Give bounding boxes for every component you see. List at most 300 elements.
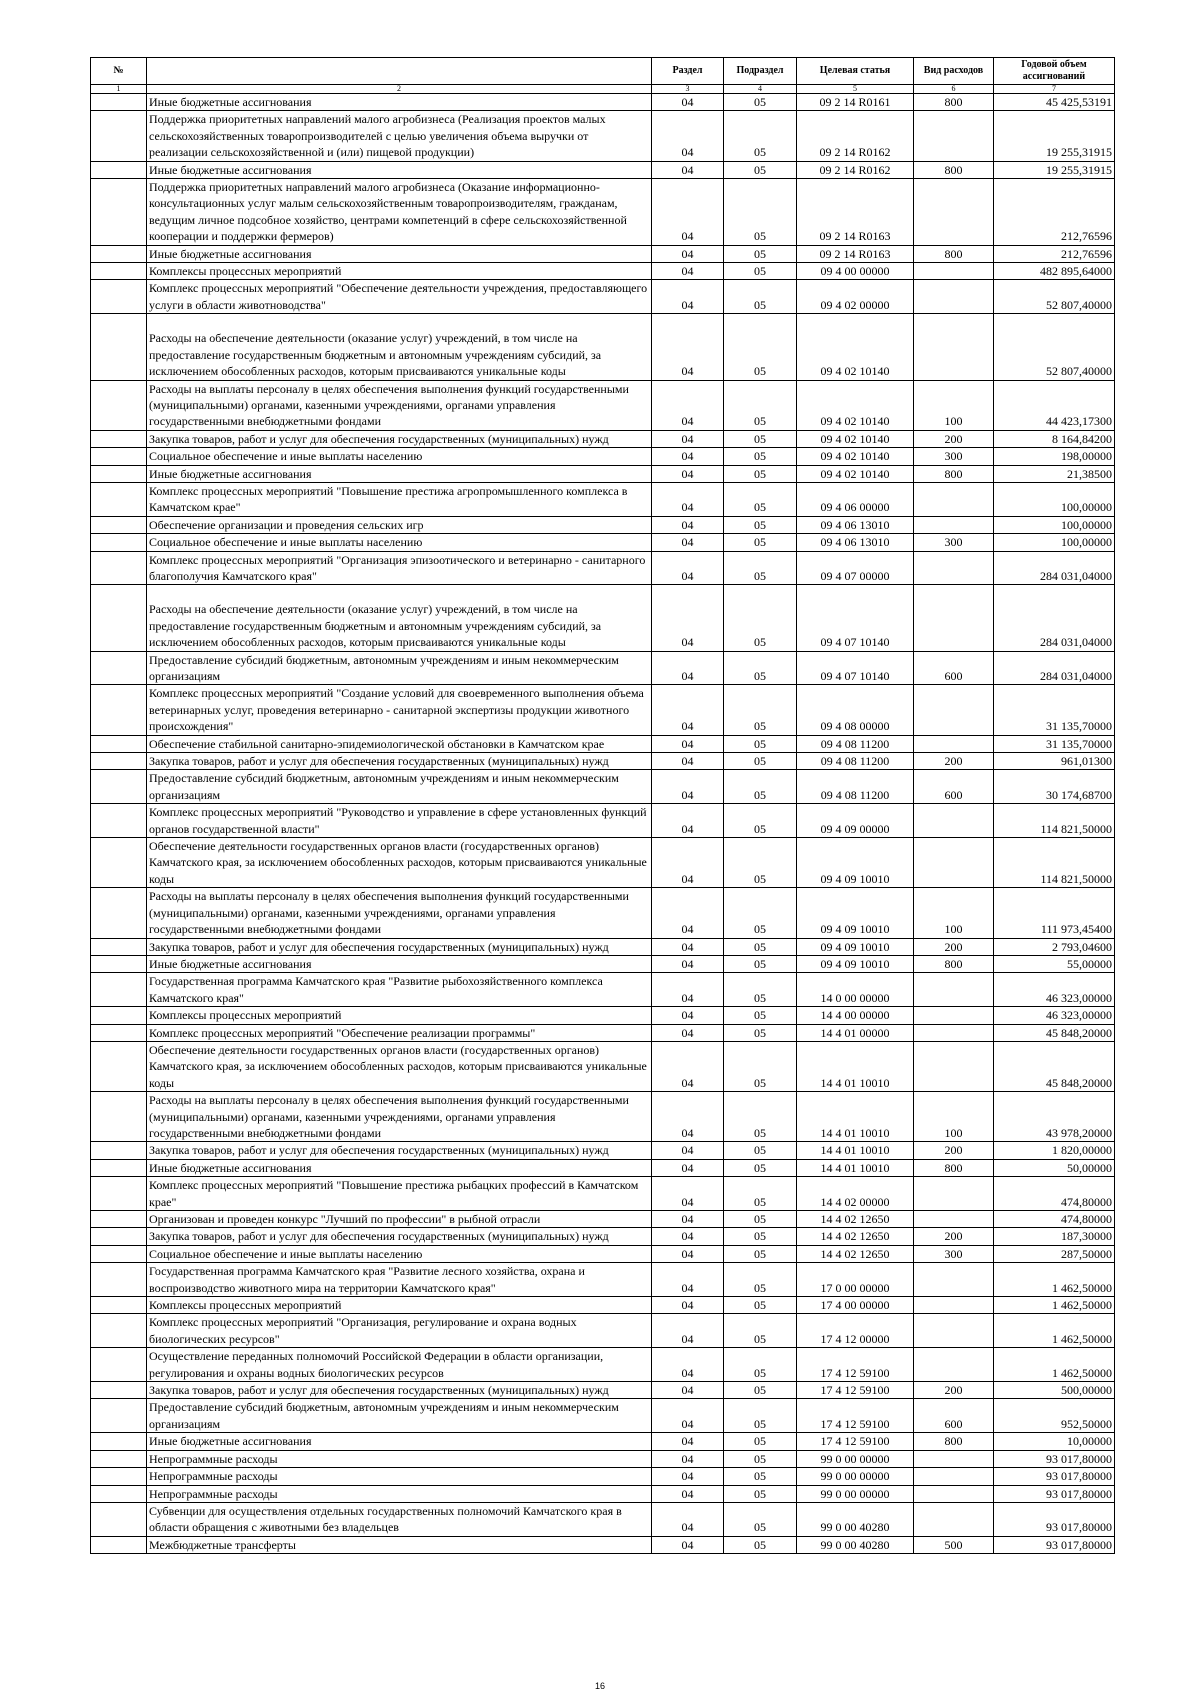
row-podrazdel-cell: 05 [724, 1041, 797, 1091]
row-amount-cell: 46 323,00000 [994, 1007, 1115, 1024]
row-expense-type-cell: 200 [914, 430, 994, 447]
row-name-cell: Иные бюджетные ассигнования [147, 161, 652, 178]
row-number-cell [91, 753, 147, 770]
row-expense-type-cell [914, 482, 994, 516]
row-name-cell: Иные бюджетные ассигнования [147, 955, 652, 972]
table-row [91, 1433, 1115, 1450]
row-number-cell [91, 1024, 147, 1041]
row-podrazdel-cell: 05 [724, 161, 797, 178]
row-expense-type-cell: 800 [914, 955, 994, 972]
row-name-cell: Обеспечение организации и проведения сельских игр [147, 516, 652, 533]
row-podrazdel-cell: 05 [724, 245, 797, 262]
row-name-cell: Комплекс процессных мероприятий "Повышение престижа рыбацких профессий в Камчатском крае" [147, 1177, 652, 1211]
row-target-article-cell: 09 2 14 R0161 [797, 94, 914, 111]
row-number-cell [91, 516, 147, 533]
table-row [91, 973, 1115, 1007]
table-row [91, 685, 1115, 735]
column-number: 2 [147, 85, 652, 94]
row-target-article-cell: 09 4 08 11200 [797, 753, 914, 770]
table-row [91, 1177, 1115, 1211]
row-number-cell [91, 179, 147, 246]
row-name-cell: Закупка товаров, работ и услуг для обеспечения государственных (муниципальных) нужд [147, 938, 652, 955]
row-razdel-cell: 04 [652, 1348, 724, 1382]
row-number-cell [91, 448, 147, 465]
row-amount-cell: 284 031,04000 [994, 651, 1115, 685]
row-name-cell: Социальное обеспечение и иные выплаты населению [147, 534, 652, 551]
row-amount-cell: 212,76596 [994, 245, 1115, 262]
row-number-cell [91, 888, 147, 938]
row-podrazdel-cell: 05 [724, 888, 797, 938]
row-target-article-cell: 14 4 01 10010 [797, 1142, 914, 1159]
row-amount-cell: 31 135,70000 [994, 735, 1115, 752]
row-number-cell [91, 1007, 147, 1024]
row-name-cell: Закупка товаров, работ и услуг для обеспечения государственных (муниципальных) нужд [147, 1142, 652, 1159]
row-amount-cell: 500,00000 [994, 1382, 1115, 1399]
row-name-cell: Осуществление переданных полномочий Российской Федерации в области организации, регулирования и охраны водных биологических ресурсов [147, 1348, 652, 1382]
row-podrazdel-cell: 05 [724, 1468, 797, 1485]
row-number-cell [91, 380, 147, 430]
row-amount-cell: 46 323,00000 [994, 973, 1115, 1007]
table-row [91, 938, 1115, 955]
header-podrazdel: Подраздел [724, 58, 797, 85]
row-amount-cell: 52 807,40000 [994, 314, 1115, 380]
row-amount-cell: 287,50000 [994, 1245, 1115, 1262]
row-number-cell [91, 973, 147, 1007]
row-target-article-cell: 99 0 00 40280 [797, 1502, 914, 1536]
table-row [91, 465, 1115, 482]
row-amount-cell: 93 017,80000 [994, 1536, 1115, 1553]
row-number-cell [91, 551, 147, 585]
row-expense-type-cell [914, 1263, 994, 1297]
table-row [91, 448, 1115, 465]
header-target-article: Целевая статья [797, 58, 914, 85]
row-amount-cell: 93 017,80000 [994, 1468, 1115, 1485]
row-expense-type-cell: 200 [914, 938, 994, 955]
row-amount-cell: 2 793,04600 [994, 938, 1115, 955]
table-row [91, 161, 1115, 178]
row-name-cell: Комплексы процессных мероприятий [147, 1297, 652, 1314]
table-row [91, 111, 1115, 161]
row-name-cell: Субвенции для осуществления отдельных государственных полномочий Камчатского края в области обращения с животными без владельцев [147, 1502, 652, 1536]
row-podrazdel-cell: 05 [724, 735, 797, 752]
row-number-cell [91, 1468, 147, 1485]
row-expense-type-cell [914, 735, 994, 752]
row-podrazdel-cell: 05 [724, 973, 797, 1007]
table-row [91, 735, 1115, 752]
budget-table [90, 57, 1115, 1554]
row-podrazdel-cell: 05 [724, 1007, 797, 1024]
row-razdel-cell: 04 [652, 1536, 724, 1553]
row-target-article-cell: 14 4 02 12650 [797, 1228, 914, 1245]
row-number-cell [91, 161, 147, 178]
row-expense-type-cell: 800 [914, 465, 994, 482]
table-row [91, 94, 1115, 111]
row-number-cell [91, 1399, 147, 1433]
row-razdel-cell: 04 [652, 753, 724, 770]
row-amount-cell: 21,38500 [994, 465, 1115, 482]
row-podrazdel-cell: 05 [724, 1092, 797, 1142]
row-podrazdel-cell: 05 [724, 1159, 797, 1176]
table-row [91, 280, 1115, 314]
row-number-cell [91, 804, 147, 838]
column-number: 3 [652, 85, 724, 94]
row-target-article-cell: 99 0 00 40280 [797, 1536, 914, 1553]
row-razdel-cell: 04 [652, 1228, 724, 1245]
row-razdel-cell: 04 [652, 838, 724, 888]
row-name-cell: Расходы на выплаты персоналу в целях обеспечения выполнения функций государственными (муниципальными) органами, казенными учреждениями, органами управления государственными внебюджетными фондами [147, 888, 652, 938]
row-target-article-cell: 09 4 09 10010 [797, 938, 914, 955]
table-row [91, 804, 1115, 838]
row-target-article-cell: 99 0 00 00000 [797, 1485, 914, 1502]
row-name-cell: Комплекс процессных мероприятий "Обеспечение деятельности учреждения, предоставляющего услуги в области животноводства" [147, 280, 652, 314]
row-expense-type-cell [914, 111, 994, 161]
column-number: 4 [724, 85, 797, 94]
row-podrazdel-cell: 05 [724, 111, 797, 161]
row-number-cell [91, 482, 147, 516]
row-target-article-cell: 14 4 00 00000 [797, 1007, 914, 1024]
row-podrazdel-cell: 05 [724, 1536, 797, 1553]
row-podrazdel-cell: 05 [724, 314, 797, 380]
row-number-cell [91, 94, 147, 111]
row-amount-cell: 111 973,45400 [994, 888, 1115, 938]
row-razdel-cell: 04 [652, 770, 724, 804]
row-number-cell [91, 1263, 147, 1297]
row-amount-cell: 474,80000 [994, 1177, 1115, 1211]
row-number-cell [91, 245, 147, 262]
row-target-article-cell: 99 0 00 00000 [797, 1450, 914, 1467]
row-razdel-cell: 04 [652, 1007, 724, 1024]
row-name-cell: Расходы на обеспечение деятельности (оказание услуг) учреждений, в том числе на предоставление государственным бюджетным и автономным учреждениям субсидий, за исключением обособленных расходов, которым присваиваются уникальные коды [147, 314, 652, 380]
row-razdel-cell: 04 [652, 804, 724, 838]
row-number-cell [91, 263, 147, 280]
row-amount-cell: 482 895,64000 [994, 263, 1115, 280]
row-podrazdel-cell: 05 [724, 1263, 797, 1297]
row-expense-type-cell: 200 [914, 1228, 994, 1245]
row-name-cell: Обеспечение деятельности государственных органов власти (государственных органов) Камчатского края, за исключением обособленных расходов, которым присваиваются уникальные коды [147, 838, 652, 888]
table-row [91, 551, 1115, 585]
row-target-article-cell: 09 4 06 00000 [797, 482, 914, 516]
row-razdel-cell: 04 [652, 938, 724, 955]
row-target-article-cell: 09 4 02 00000 [797, 280, 914, 314]
row-target-article-cell: 14 4 01 10010 [797, 1041, 914, 1091]
row-amount-cell: 284 031,04000 [994, 551, 1115, 585]
row-target-article-cell: 09 4 07 10140 [797, 585, 914, 651]
table-row [91, 955, 1115, 972]
row-name-cell: Поддержка приоритетных направлений малого агробизнеса (Реализация проектов малых сельскохозяйственных товаропроизводителей с целью увеличения объема выручки от реализации сельскохозяйственной и (или) пищевой продукции) [147, 111, 652, 161]
row-amount-cell: 1 462,50000 [994, 1348, 1115, 1382]
row-expense-type-cell [914, 1297, 994, 1314]
column-number: 1 [91, 85, 147, 94]
table-row [91, 430, 1115, 447]
table-row [91, 651, 1115, 685]
row-podrazdel-cell: 05 [724, 1177, 797, 1211]
row-target-article-cell: 09 2 14 R0163 [797, 245, 914, 262]
row-razdel-cell: 04 [652, 1211, 724, 1228]
table-row [91, 1263, 1115, 1297]
row-amount-cell: 961,01300 [994, 753, 1115, 770]
table-row [91, 1450, 1115, 1467]
row-razdel-cell: 04 [652, 448, 724, 465]
row-expense-type-cell: 200 [914, 1142, 994, 1159]
row-name-cell: Предоставление субсидий бюджетным, автономным учреждениям и иным некоммерческим организациям [147, 651, 652, 685]
row-amount-cell: 1 820,00000 [994, 1142, 1115, 1159]
row-razdel-cell: 04 [652, 1159, 724, 1176]
row-target-article-cell: 09 4 02 10140 [797, 314, 914, 380]
row-expense-type-cell: 800 [914, 245, 994, 262]
row-amount-cell: 55,00000 [994, 955, 1115, 972]
row-number-cell [91, 735, 147, 752]
row-number-cell [91, 1297, 147, 1314]
row-razdel-cell: 04 [652, 1177, 724, 1211]
row-podrazdel-cell: 05 [724, 94, 797, 111]
header-number: № [91, 58, 147, 85]
header-expense-type: Вид расходов [914, 58, 994, 85]
row-expense-type-cell: 300 [914, 1245, 994, 1262]
row-target-article-cell: 09 4 08 11200 [797, 770, 914, 804]
row-name-cell: Закупка товаров, работ и услуг для обеспечения государственных (муниципальных) нужд [147, 1228, 652, 1245]
row-amount-cell: 100,00000 [994, 516, 1115, 533]
table-row [91, 1485, 1115, 1502]
row-number-cell [91, 585, 147, 651]
table-header-row [91, 58, 1115, 85]
row-podrazdel-cell: 05 [724, 770, 797, 804]
row-expense-type-cell [914, 1211, 994, 1228]
row-razdel-cell: 04 [652, 263, 724, 280]
row-expense-type-cell [914, 314, 994, 380]
row-amount-cell: 8 164,84200 [994, 430, 1115, 447]
row-podrazdel-cell: 05 [724, 1314, 797, 1348]
row-podrazdel-cell: 05 [724, 1450, 797, 1467]
table-row [91, 1092, 1115, 1142]
row-target-article-cell: 09 4 00 00000 [797, 263, 914, 280]
row-podrazdel-cell: 05 [724, 1382, 797, 1399]
row-number-cell [91, 938, 147, 955]
row-podrazdel-cell: 05 [724, 1348, 797, 1382]
row-target-article-cell: 99 0 00 00000 [797, 1468, 914, 1485]
row-target-article-cell: 09 4 02 10140 [797, 465, 914, 482]
row-razdel-cell: 04 [652, 1450, 724, 1467]
row-number-cell [91, 1092, 147, 1142]
row-amount-cell: 952,50000 [994, 1399, 1115, 1433]
row-amount-cell: 30 174,68700 [994, 770, 1115, 804]
row-podrazdel-cell: 05 [724, 430, 797, 447]
row-razdel-cell: 04 [652, 111, 724, 161]
row-amount-cell: 43 978,20000 [994, 1092, 1115, 1142]
row-number-cell [91, 1450, 147, 1467]
row-target-article-cell: 17 0 00 00000 [797, 1263, 914, 1297]
row-podrazdel-cell: 05 [724, 585, 797, 651]
row-target-article-cell: 09 4 02 10140 [797, 380, 914, 430]
row-expense-type-cell: 600 [914, 770, 994, 804]
row-podrazdel-cell: 05 [724, 1485, 797, 1502]
row-amount-cell: 45 848,20000 [994, 1024, 1115, 1041]
row-name-cell: Социальное обеспечение и иные выплаты населению [147, 448, 652, 465]
row-target-article-cell: 09 4 02 10140 [797, 430, 914, 447]
row-target-article-cell: 17 4 12 59100 [797, 1382, 914, 1399]
row-target-article-cell: 17 4 12 59100 [797, 1348, 914, 1382]
row-number-cell [91, 465, 147, 482]
row-number-cell [91, 838, 147, 888]
row-amount-cell: 187,30000 [994, 1228, 1115, 1245]
row-name-cell: Непрограммные расходы [147, 1468, 652, 1485]
row-expense-type-cell: 300 [914, 448, 994, 465]
column-number: 7 [994, 85, 1115, 94]
row-number-cell [91, 770, 147, 804]
header-annual-volume: Годовой объем ассигнований [994, 58, 1115, 85]
row-expense-type-cell: 100 [914, 888, 994, 938]
row-podrazdel-cell: 05 [724, 685, 797, 735]
row-expense-type-cell: 100 [914, 1092, 994, 1142]
row-expense-type-cell [914, 263, 994, 280]
row-name-cell: Обеспечение деятельности государственных органов власти (государственных органов) Камчатского края, за исключением обособленных расходов, которым присваиваются уникальные коды [147, 1041, 652, 1091]
row-target-article-cell: 14 4 02 12650 [797, 1245, 914, 1262]
row-razdel-cell: 04 [652, 430, 724, 447]
row-razdel-cell: 04 [652, 1297, 724, 1314]
row-razdel-cell: 04 [652, 585, 724, 651]
row-podrazdel-cell: 05 [724, 1228, 797, 1245]
row-amount-cell: 114 821,50000 [994, 804, 1115, 838]
row-amount-cell: 474,80000 [994, 1211, 1115, 1228]
table-row [91, 380, 1115, 430]
table-row [91, 179, 1115, 246]
row-razdel-cell: 04 [652, 1382, 724, 1399]
row-razdel-cell: 04 [652, 955, 724, 972]
table-row [91, 314, 1115, 380]
row-expense-type-cell [914, 1007, 994, 1024]
row-razdel-cell: 04 [652, 973, 724, 1007]
row-number-cell [91, 651, 147, 685]
row-name-cell: Иные бюджетные ассигнования [147, 1433, 652, 1450]
row-amount-cell: 93 017,80000 [994, 1502, 1115, 1536]
row-target-article-cell: 09 4 06 13010 [797, 534, 914, 551]
row-name-cell: Иные бюджетные ассигнования [147, 94, 652, 111]
row-name-cell: Непрограммные расходы [147, 1450, 652, 1467]
row-number-cell [91, 1159, 147, 1176]
row-expense-type-cell [914, 1348, 994, 1382]
row-target-article-cell: 09 4 09 10010 [797, 838, 914, 888]
row-target-article-cell: 09 4 06 13010 [797, 516, 914, 533]
row-amount-cell: 100,00000 [994, 534, 1115, 551]
row-razdel-cell: 04 [652, 1502, 724, 1536]
row-number-cell [91, 1228, 147, 1245]
row-razdel-cell: 04 [652, 1314, 724, 1348]
row-target-article-cell: 14 4 02 00000 [797, 1177, 914, 1211]
row-target-article-cell: 17 4 12 59100 [797, 1433, 914, 1450]
row-podrazdel-cell: 05 [724, 482, 797, 516]
row-name-cell: Закупка товаров, работ и услуг для обеспечения государственных (муниципальных) нужд [147, 430, 652, 447]
row-razdel-cell: 04 [652, 1399, 724, 1433]
row-number-cell [91, 1314, 147, 1348]
row-number-cell [91, 1536, 147, 1553]
table-row [91, 1502, 1115, 1536]
row-name-cell: Непрограммные расходы [147, 1485, 652, 1502]
row-podrazdel-cell: 05 [724, 551, 797, 585]
row-name-cell: Комплекс процессных мероприятий "Обеспечение реализации программы" [147, 1024, 652, 1041]
row-target-article-cell: 14 4 01 10010 [797, 1159, 914, 1176]
row-amount-cell: 198,00000 [994, 448, 1115, 465]
row-number-cell [91, 1211, 147, 1228]
row-podrazdel-cell: 05 [724, 280, 797, 314]
row-razdel-cell: 04 [652, 1485, 724, 1502]
table-row [91, 1024, 1115, 1041]
row-podrazdel-cell: 05 [724, 1211, 797, 1228]
row-number-cell [91, 1433, 147, 1450]
row-target-article-cell: 09 4 09 10010 [797, 888, 914, 938]
row-target-article-cell: 14 4 01 00000 [797, 1024, 914, 1041]
table-row [91, 1245, 1115, 1262]
row-number-cell [91, 430, 147, 447]
row-number-cell [91, 955, 147, 972]
row-podrazdel-cell: 05 [724, 753, 797, 770]
row-amount-cell: 1 462,50000 [994, 1297, 1115, 1314]
row-target-article-cell: 17 4 12 59100 [797, 1399, 914, 1433]
row-name-cell: Обеспечение стабильной санитарно-эпидемиологической обстановки в Камчатском крае [147, 735, 652, 752]
table-row [91, 753, 1115, 770]
row-amount-cell: 52 807,40000 [994, 280, 1115, 314]
row-razdel-cell: 04 [652, 94, 724, 111]
row-razdel-cell: 04 [652, 280, 724, 314]
row-expense-type-cell [914, 1041, 994, 1091]
row-name-cell: Межбюджетные трансферты [147, 1536, 652, 1553]
table-row [91, 534, 1115, 551]
table-row [91, 263, 1115, 280]
row-name-cell: Иные бюджетные ассигнования [147, 1159, 652, 1176]
table-row [91, 482, 1115, 516]
row-razdel-cell: 04 [652, 465, 724, 482]
row-expense-type-cell [914, 1468, 994, 1485]
table-row [91, 770, 1115, 804]
column-number: 5 [797, 85, 914, 94]
row-number-cell [91, 111, 147, 161]
row-name-cell: Поддержка приоритетных направлений малого агробизнеса (Оказание информационно-консультационных услуг малым сельскохозяйственным товаропроизводителям, гражданам, ведущим личное подсобное хозяйство, центрами компетенций в сфере сельскохозяйственной кооперации и поддержки фермеров) [147, 179, 652, 246]
row-name-cell: Закупка товаров, работ и услуг для обеспечения государственных (муниципальных) нужд [147, 1382, 652, 1399]
row-number-cell [91, 1245, 147, 1262]
row-number-cell [91, 280, 147, 314]
table-row [91, 1041, 1115, 1091]
row-name-cell: Государственная программа Камчатского края "Развитие рыбохозяйственного комплекса Камчатского края" [147, 973, 652, 1007]
table-row [91, 245, 1115, 262]
table-row [91, 1159, 1115, 1176]
row-expense-type-cell [914, 1177, 994, 1211]
row-podrazdel-cell: 05 [724, 1399, 797, 1433]
row-number-cell [91, 314, 147, 380]
row-expense-type-cell [914, 1485, 994, 1502]
row-amount-cell: 284 031,04000 [994, 585, 1115, 651]
row-name-cell: Предоставление субсидий бюджетным, автономным учреждениям и иным некоммерческим организациям [147, 1399, 652, 1433]
table-row [91, 1211, 1115, 1228]
row-amount-cell: 93 017,80000 [994, 1485, 1115, 1502]
row-name-cell: Комплекс процессных мероприятий "Организация, регулирование и охрана водных биологических ресурсов" [147, 1314, 652, 1348]
row-expense-type-cell: 800 [914, 94, 994, 111]
row-target-article-cell: 09 4 08 11200 [797, 735, 914, 752]
column-number: 6 [914, 85, 994, 94]
row-podrazdel-cell: 05 [724, 1502, 797, 1536]
row-expense-type-cell [914, 804, 994, 838]
row-razdel-cell: 04 [652, 245, 724, 262]
row-name-cell: Предоставление субсидий бюджетным, автономным учреждениям и иным некоммерческим организациям [147, 770, 652, 804]
row-expense-type-cell [914, 1024, 994, 1041]
row-number-cell [91, 534, 147, 551]
row-amount-cell: 44 423,17300 [994, 380, 1115, 430]
row-amount-cell: 10,00000 [994, 1433, 1115, 1450]
row-expense-type-cell: 100 [914, 380, 994, 430]
row-amount-cell: 1 462,50000 [994, 1263, 1115, 1297]
row-razdel-cell: 04 [652, 1263, 724, 1297]
row-number-cell [91, 685, 147, 735]
row-podrazdel-cell: 05 [724, 938, 797, 955]
row-podrazdel-cell: 05 [724, 465, 797, 482]
row-expense-type-cell [914, 1450, 994, 1467]
